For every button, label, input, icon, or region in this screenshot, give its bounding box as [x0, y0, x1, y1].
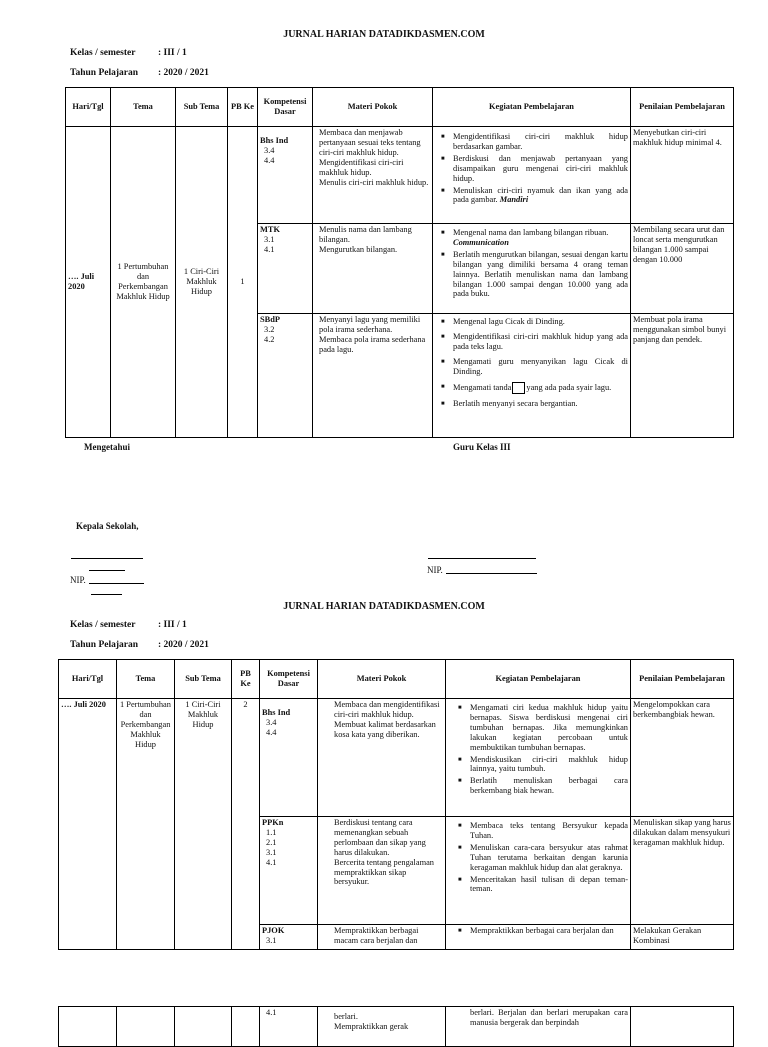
kegiatan-item: ■ Mengamati ciri kedua makhluk hidup yaitu bernapas. Siswa berdiskusi mengenai ciri tumbuhan bernapas. Jika memungkinkan lakukan kegiatan percobaan untuk membuktikan tumbuhan bernapas.: [456, 703, 628, 753]
pb-cell: 1: [228, 127, 258, 438]
kegiatan-cell: [433, 224, 631, 314]
kd-number: 3.1: [264, 234, 275, 244]
penilaian-cell: Membuat pola irama menggunakan simbol bunyi panjang dan pendek.: [631, 314, 734, 438]
kegiatan-item: ■ Menuliskan ciri-ciri nyamuk dan ikan yang ada pada gambar. Mandiri: [439, 186, 628, 206]
nip-guru: NIP.: [427, 565, 443, 575]
header-materi: Materi Pokok: [318, 660, 446, 699]
header-subtema: Sub Tema: [175, 660, 232, 699]
kd-cell: [260, 925, 318, 950]
kd-number: 1.1: [266, 827, 277, 837]
table-row: [59, 1007, 734, 1047]
materi-text: Mempraktikkan gerak: [334, 1021, 409, 1031]
kepala-sekolah-label: Kepala Sekolah,: [76, 521, 139, 531]
tema-cell: 1 Pertumbuhan dan Perkembangan Makhluk Hidup: [117, 699, 175, 950]
tahun-label: Tahun Pelajaran: [70, 640, 139, 650]
materi-text: Menulis nama dan lambang bilangan.: [319, 225, 412, 244]
kd-number: 4.4: [266, 727, 277, 737]
nip-line-kepala-short: [91, 594, 122, 595]
materi-text: Menyanyi lagu yang memiliki pola irama sederhana.: [319, 315, 421, 334]
kegiatan-cell: [446, 925, 631, 950]
kegiatan-cell: [446, 817, 631, 925]
tahun-value: : 2020 / 2021: [158, 640, 209, 650]
materi-cell: [313, 224, 433, 314]
table-header-row: [66, 88, 734, 127]
kd-subject: Bhs Ind: [262, 708, 291, 717]
page1-title: JURNAL HARIAN DATADIKDASMEN.COM: [283, 29, 485, 40]
signature-line-kepala: [71, 558, 143, 559]
nip-kepala: NIP.: [70, 575, 86, 585]
kd-number: 4.2: [264, 334, 275, 344]
kegiatan-emphasis: Mandiri: [499, 195, 529, 205]
kegiatan-item: ■ Mengenal lagu Cicak di Dinding.: [439, 317, 628, 327]
table-row: [59, 699, 734, 817]
materi-text: Menulis ciri-ciri makhluk hidup.: [319, 177, 429, 187]
kegiatan-item: ■ Menceritakan hasil tulisan di depan teman-teman.: [456, 875, 628, 895]
penilaian-cell: [631, 1007, 734, 1047]
kelas-label: Kelas / semester: [70, 620, 136, 630]
header-kd: Kompetensi Dasar: [258, 88, 313, 127]
page2-journal-table: [58, 659, 734, 950]
kd-number: 3.4: [266, 717, 277, 727]
header-subtema: Sub Tema: [176, 88, 228, 127]
penilaian-cell: Menyebutkan ciri-ciri makhluk hidup minimal 4.: [631, 127, 734, 224]
materi-cell: [313, 127, 433, 224]
hari-cell: …. Juli 2020: [66, 127, 111, 438]
page2-title: JURNAL HARIAN DATADIKDASMEN.COM: [283, 601, 485, 612]
kegiatan-cell: [433, 127, 631, 224]
page3-journal-table: [58, 1006, 734, 1047]
materi-text: Membuat kalimat berdasarkan kosa kata yang diberikan.: [334, 719, 436, 739]
page2-kelas: [70, 620, 187, 630]
hari-cell: …. Juli 2020: [59, 699, 117, 950]
penilaian-cell: Mengelompokkan cara berkembangbiak hewan.: [631, 699, 734, 817]
hari-cell: [59, 1007, 117, 1047]
kd-subject: MTK: [260, 225, 281, 234]
kegiatan-item: ■ Berlatih menuliskan berbagai cara berkembang biak hewan.: [456, 776, 628, 796]
kd-number: 4.1: [264, 244, 275, 254]
kegiatan-cell: [446, 699, 631, 817]
rhythm-box-icon: [512, 382, 525, 394]
materi-cell: [318, 1007, 446, 1047]
materi-cell: [318, 817, 446, 925]
kd-cell: [258, 127, 313, 224]
penilaian-cell: Menuliskan sikap yang harus dilakukan dalam mensyukuri keragaman makhluk hidup.: [631, 817, 734, 925]
tema-cell: 1 Pertumbuhan dan Perkembangan Makhluk Hidup: [111, 127, 176, 438]
kegiatan-cell: berlari. Berjalan dan berlari merupakan cara manusia bergerak dan berpindah: [446, 1007, 631, 1047]
pb-cell: 2: [232, 699, 260, 950]
header-kegiatan: Kegiatan Pembelajaran: [433, 88, 631, 127]
subtema-cell: 1 Ciri-Ciri Makhluk Hidup: [175, 699, 232, 950]
kegiatan-emphasis: Communication: [453, 237, 509, 247]
kd-cell: [258, 314, 313, 438]
kd-cell: [260, 699, 318, 817]
page1-journal-table: [65, 87, 734, 438]
kegiatan-item: ■ Berdiskusi dan menjawab pertanyaan yang disampaikan guru mengenai ciri-ciri makhluk hidup.: [439, 154, 628, 184]
materi-text: Mengidentifikasi ciri-ciri makhluk hidup.: [319, 157, 404, 177]
nip-line-kepala: [89, 583, 144, 584]
header-hari: Hari/Tgl: [66, 88, 111, 127]
materi-cell: [313, 314, 433, 438]
kd-number: 3.2: [264, 324, 275, 334]
kd-cell: [260, 1007, 318, 1047]
kegiatan-cell: [433, 314, 631, 438]
materi-text: Mempraktikkan berbagai macam cara berjalan dan: [334, 926, 419, 945]
kelas-value: : III / 1: [158, 48, 187, 58]
kegiatan-item: ■ Mengamati guru menyanyikan lagu Cicak di Dinding.: [439, 357, 628, 377]
materi-cell: [318, 699, 446, 817]
header-materi: Materi Pokok: [313, 88, 433, 127]
kegiatan-item: ■ Menuliskan cara-cara bersyukur atas rahmat Tuhan terutama berkaitan dengan karunia keragaman makhluk hidup dan alat geraknya.: [456, 843, 628, 873]
kegiatan-item: ■ Berlatih menyanyi secara bergantian.: [439, 399, 628, 409]
penilaian-cell: Melakukan Gerakan Kombinasi: [631, 925, 734, 950]
kegiatan-item: ■ Membaca teks tentang Bersyukur kepada Tuhan.: [456, 821, 628, 841]
header-hari: Hari/Tgl: [59, 660, 117, 699]
kd-number: 4.1: [266, 857, 277, 867]
kd-number: 3.1: [266, 935, 277, 945]
header-kd: Kompetensi Dasar: [260, 660, 318, 699]
kegiatan-item: ■ Mendiskusikan ciri-ciri makhluk hidup lainnya, yaitu tumbuh.: [456, 755, 628, 775]
header-kegiatan: Kegiatan Pembelajaran: [446, 660, 631, 699]
materi-cell: [318, 925, 446, 950]
signature-line-guru: [428, 558, 536, 559]
materi-text: Membaca dan mengidentifikasi ciri-ciri makhluk hidup.: [334, 700, 440, 719]
kd-number: 3.1: [266, 847, 277, 857]
tahun-value: : 2020 / 2021: [158, 68, 209, 78]
kd-subject: Bhs Ind: [260, 136, 289, 145]
materi-text: Membaca pola irama sederhana pada lagu.: [319, 334, 426, 354]
tahun-label: Tahun Pelajaran: [70, 68, 139, 78]
kegiatan-item: ■ Berlatih mengurutkan bilangan, sesuai dengan kartu bilangan yang dimiliki bersama 4 orang teman lainnya. Berlatih menuliskan nama dan lambang bilangan 1.000 sampai dengan 10.000 yang ada pada buku.: [439, 250, 628, 300]
kegiatan-item: ■ Mengidentifikasi ciri-ciri makhluk hidup yang ada pada teks lagu.: [439, 332, 628, 352]
header-pb: PB Ke: [228, 88, 258, 127]
materi-text: Mengurutkan bilangan.: [319, 244, 398, 254]
penilaian-cell: Membilang secara urut dan loncat serta mengurutkan bilangan 1.000 sampai dengan 10.000: [631, 224, 734, 314]
kd-cell: [258, 224, 313, 314]
materi-text: Bercerita tentang pengalaman mempraktikkan sikap bersyukur.: [334, 857, 434, 887]
mengetahui-label: Mengetahui: [84, 442, 130, 452]
kd-subject: SBdP: [260, 315, 281, 324]
header-pb: PB Ke: [232, 660, 260, 699]
subtema-cell: 1 Ciri-Ciri Makhluk Hidup: [176, 127, 228, 438]
kd-number: 4.1: [266, 1008, 277, 1017]
kegiatan-item: ■ Mengenal nama dan lambang bilangan ribuan. Communication: [439, 228, 628, 248]
header-penilaian: Penilaian Pembelajaran: [631, 88, 734, 127]
page1-tahun: [70, 68, 209, 78]
header-penilaian: Penilaian Pembelajaran: [631, 660, 734, 699]
kegiatan-item: ■ Mengamati tanda yang ada pada syair lagu.: [439, 382, 628, 394]
pb-cell: [232, 1007, 260, 1047]
kegiatan-item: ■ Mengidentifikasi ciri-ciri makhluk hidup berdasarkan gambar.: [439, 132, 628, 152]
kd-number: 4.4: [264, 155, 275, 165]
signature-line-kepala-short: [89, 570, 125, 571]
table-header-row: [59, 660, 734, 699]
subtema-cell: [175, 1007, 232, 1047]
tema-cell: [117, 1007, 175, 1047]
kd-subject: PPKn: [262, 818, 284, 827]
kd-cell: [260, 817, 318, 925]
guru-label: Guru Kelas III: [453, 442, 511, 452]
page2-tahun: [70, 640, 209, 650]
table-row: [66, 127, 734, 224]
kelas-value: : III / 1: [158, 620, 187, 630]
kd-number: 2.1: [266, 837, 277, 847]
kd-subject: PJOK: [262, 926, 285, 935]
kegiatan-item: ■ Mempraktikkan berbagai cara berjalan dan: [456, 926, 628, 936]
header-tema: Tema: [117, 660, 175, 699]
kelas-label: Kelas / semester: [70, 48, 136, 58]
materi-text: berlari.: [334, 1012, 358, 1021]
kd-number: 3.4: [264, 145, 275, 155]
header-tema: Tema: [111, 88, 176, 127]
materi-text: Membaca dan menjawab pertanyaan sesuai teks tentang ciri-ciri makhluk hidup.: [319, 128, 421, 157]
nip-line-guru: [446, 573, 537, 574]
materi-text: Berdiskusi tentang cara memenangkan sebuah perlombaan dan sikap yang harus dilakukan.: [334, 818, 426, 857]
page1-kelas: [70, 48, 187, 58]
